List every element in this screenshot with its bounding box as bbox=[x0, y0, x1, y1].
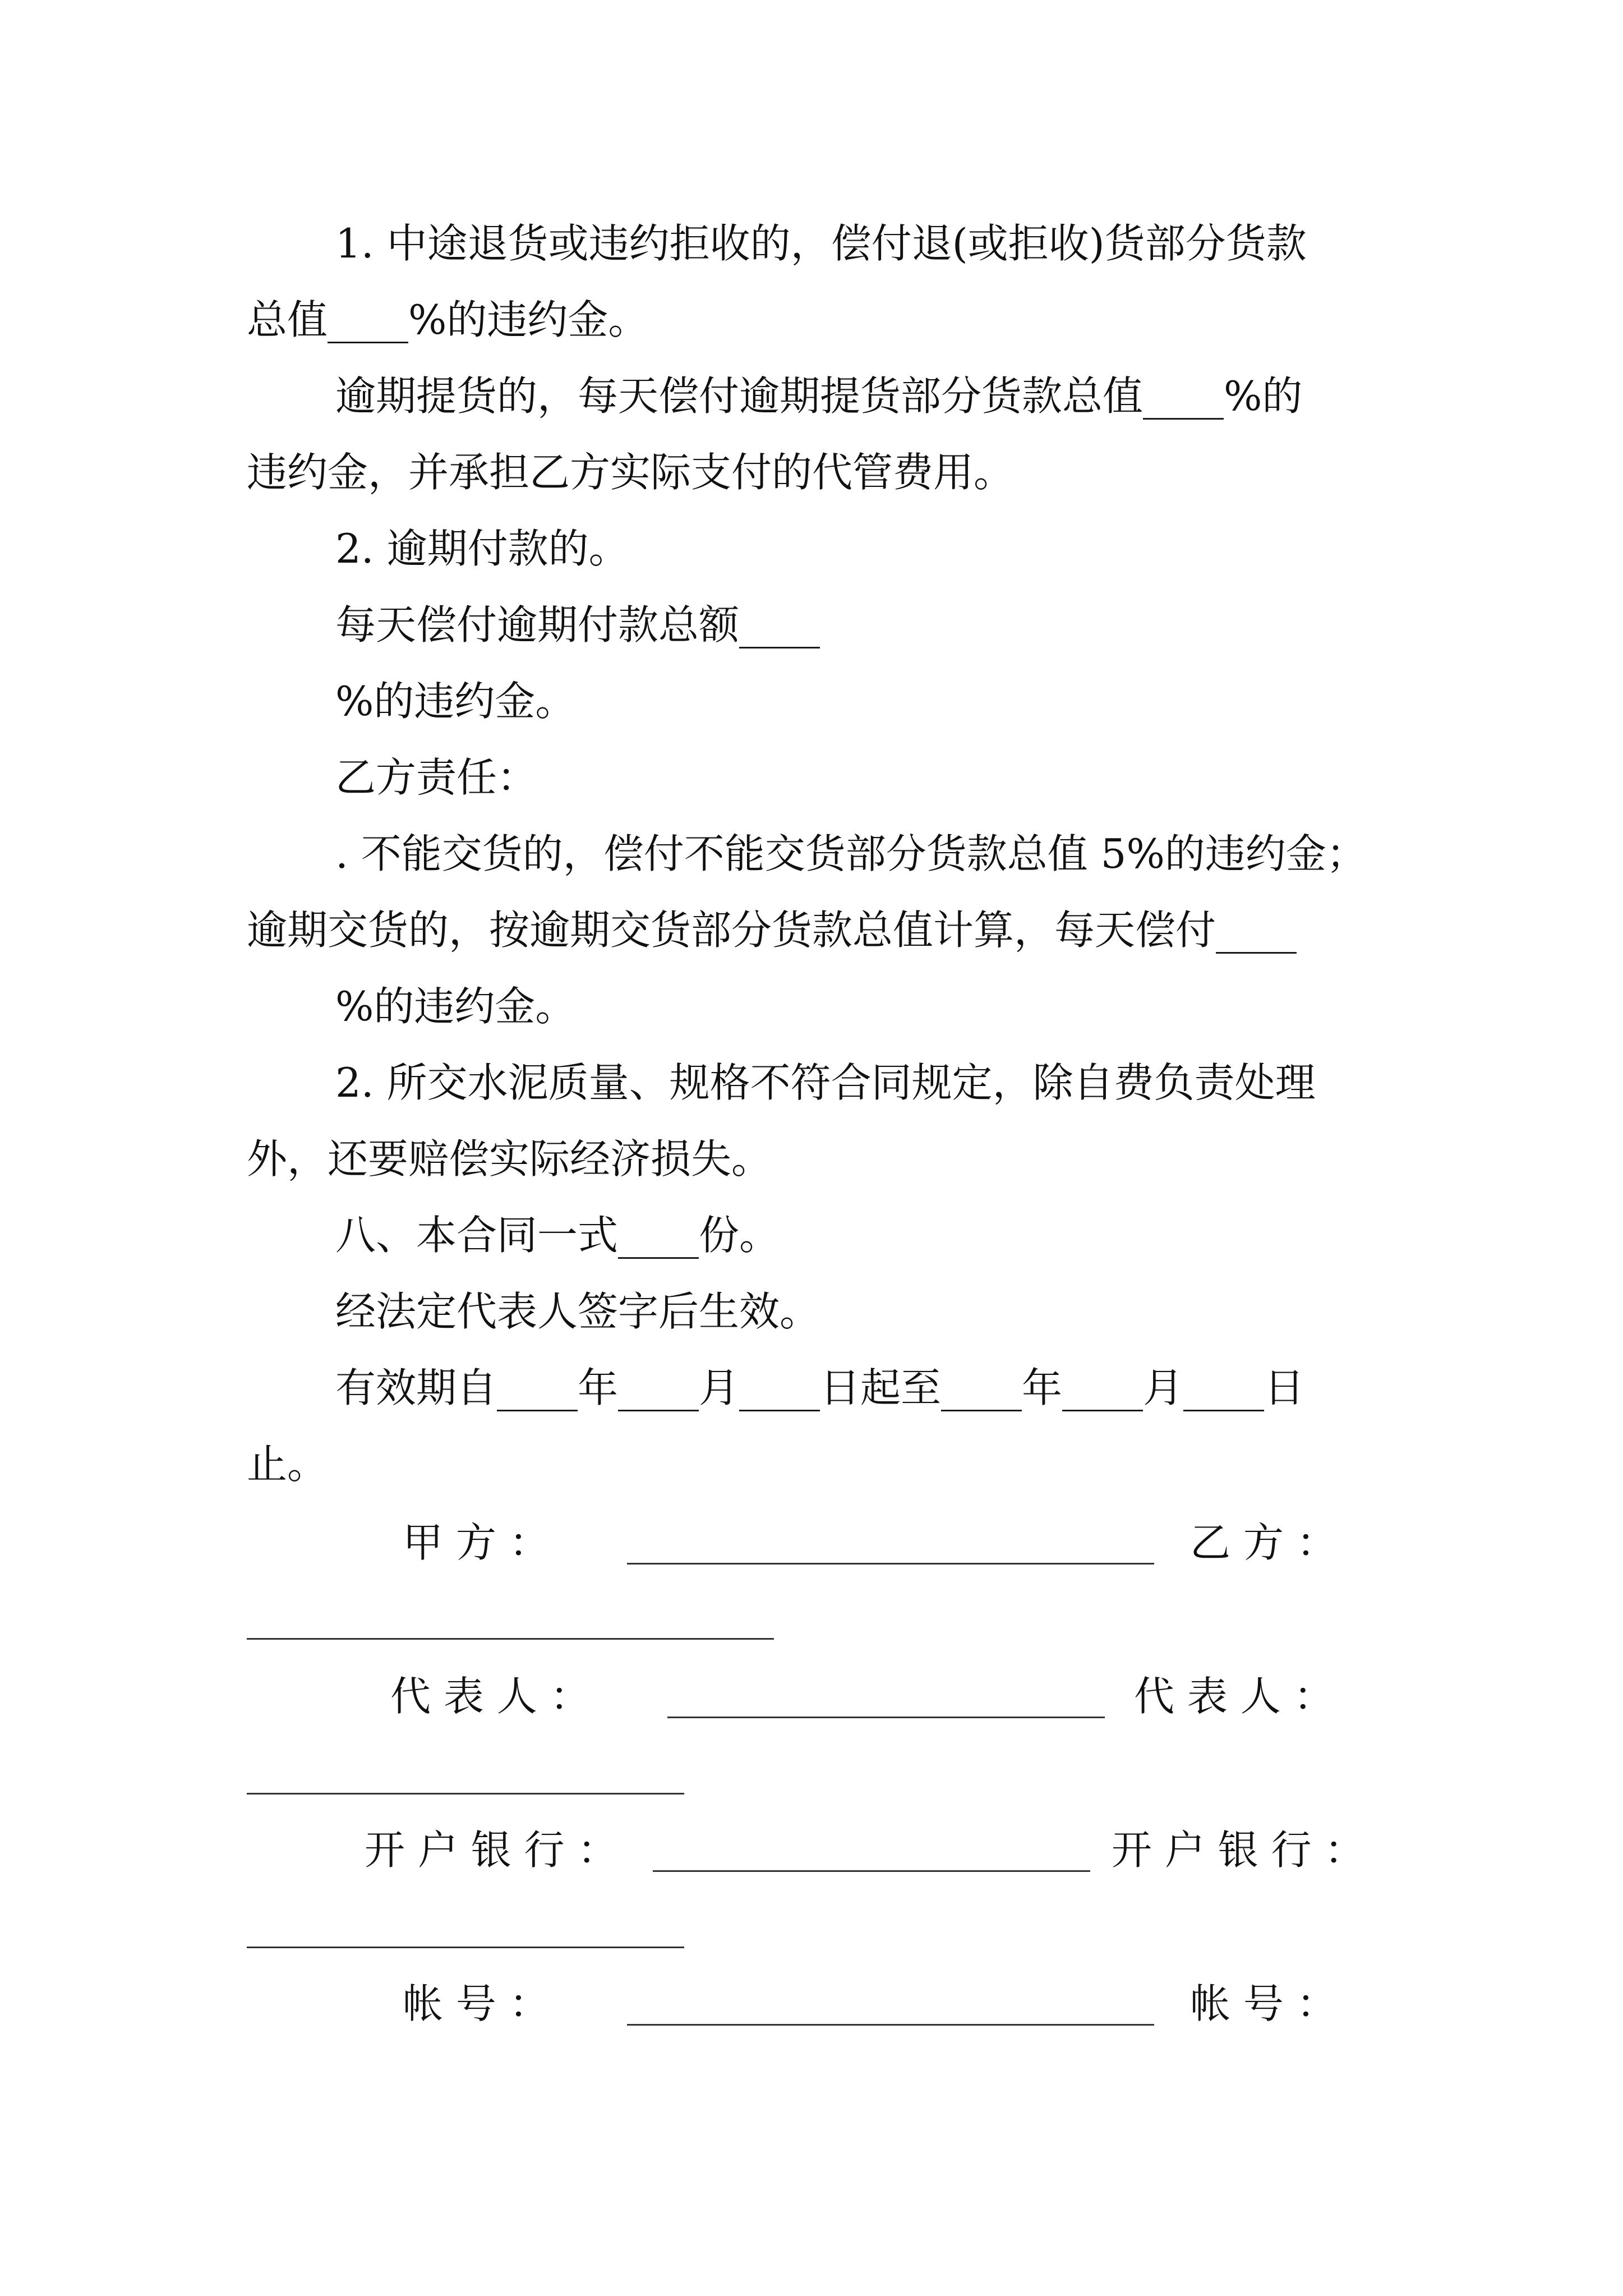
clause-effective: 经法定代表人签字后生效。 bbox=[335, 1288, 820, 1335]
clause-copies: 八、本合同一式____份。 bbox=[335, 1212, 780, 1259]
rep-b-line bbox=[247, 1793, 684, 1795]
party-b-line bbox=[247, 1638, 774, 1640]
bank-b-line bbox=[247, 1947, 684, 1948]
clause-late-delivery: 逾期交货的，按逾期交货部分货款总值计算，每天偿付____ bbox=[247, 907, 1297, 954]
section-party-b-liability: 乙方责任： bbox=[335, 754, 538, 801]
bank-b-label: 开 户 银 行 ： bbox=[1112, 1826, 1365, 1874]
rep-a-line bbox=[667, 1717, 1105, 1718]
clause-late-delivery-cont: %的违约金。 bbox=[335, 983, 576, 1030]
clause-return-goods-cont: 总值____%的违约金。 bbox=[247, 296, 649, 343]
clause-late-payment-rate: 每天偿付逾期付款总额____ bbox=[335, 601, 820, 648]
clause-quality: 2. 所交水泥质量、规格不符合同规定，除自费负责处理 bbox=[335, 1059, 1316, 1106]
acct-a-label: 帐 号 ： bbox=[403, 1980, 550, 2027]
acct-b-label: 帐 号 ： bbox=[1190, 1980, 1337, 2027]
clause-late-pickup-cont: 违约金，并承担乙方实际支付的代管费用。 bbox=[247, 449, 1015, 496]
clause-validity-cont: 止。 bbox=[247, 1441, 328, 1488]
party-a-label: 甲 方 ： bbox=[403, 1519, 550, 1566]
party-b-label: 乙 方 ： bbox=[1190, 1519, 1337, 1566]
rep-b-label: 代 表 人 ： bbox=[1134, 1673, 1334, 1720]
bank-a-line bbox=[653, 1870, 1090, 1872]
bank-a-label: 开 户 银 行 ： bbox=[365, 1826, 618, 1874]
clause-return-goods: 1. 中途退货或违约拒收的，偿付退(或拒收)货部分货款 bbox=[335, 220, 1307, 267]
clause-late-payment: 2. 逾期付款的。 bbox=[335, 525, 629, 572]
rep-a-label: 代 表 人 ： bbox=[390, 1673, 591, 1720]
clause-late-payment-rate-cont: %的违约金。 bbox=[335, 678, 576, 725]
party-a-line bbox=[627, 1563, 1154, 1565]
clause-quality-cont: 外，还要赔偿实际经济损失。 bbox=[247, 1135, 772, 1182]
clause-validity: 有效期自____年____月____日起至____年____月____日 bbox=[335, 1364, 1305, 1411]
clause-late-pickup: 逾期提货的，每天偿付逾期提货部分货款总值____%的 bbox=[335, 372, 1303, 420]
acct-a-line bbox=[627, 2024, 1154, 2026]
clause-no-delivery: . 不能交货的，偿付不能交货部分货款总值 5%的违约金； bbox=[335, 830, 1367, 877]
